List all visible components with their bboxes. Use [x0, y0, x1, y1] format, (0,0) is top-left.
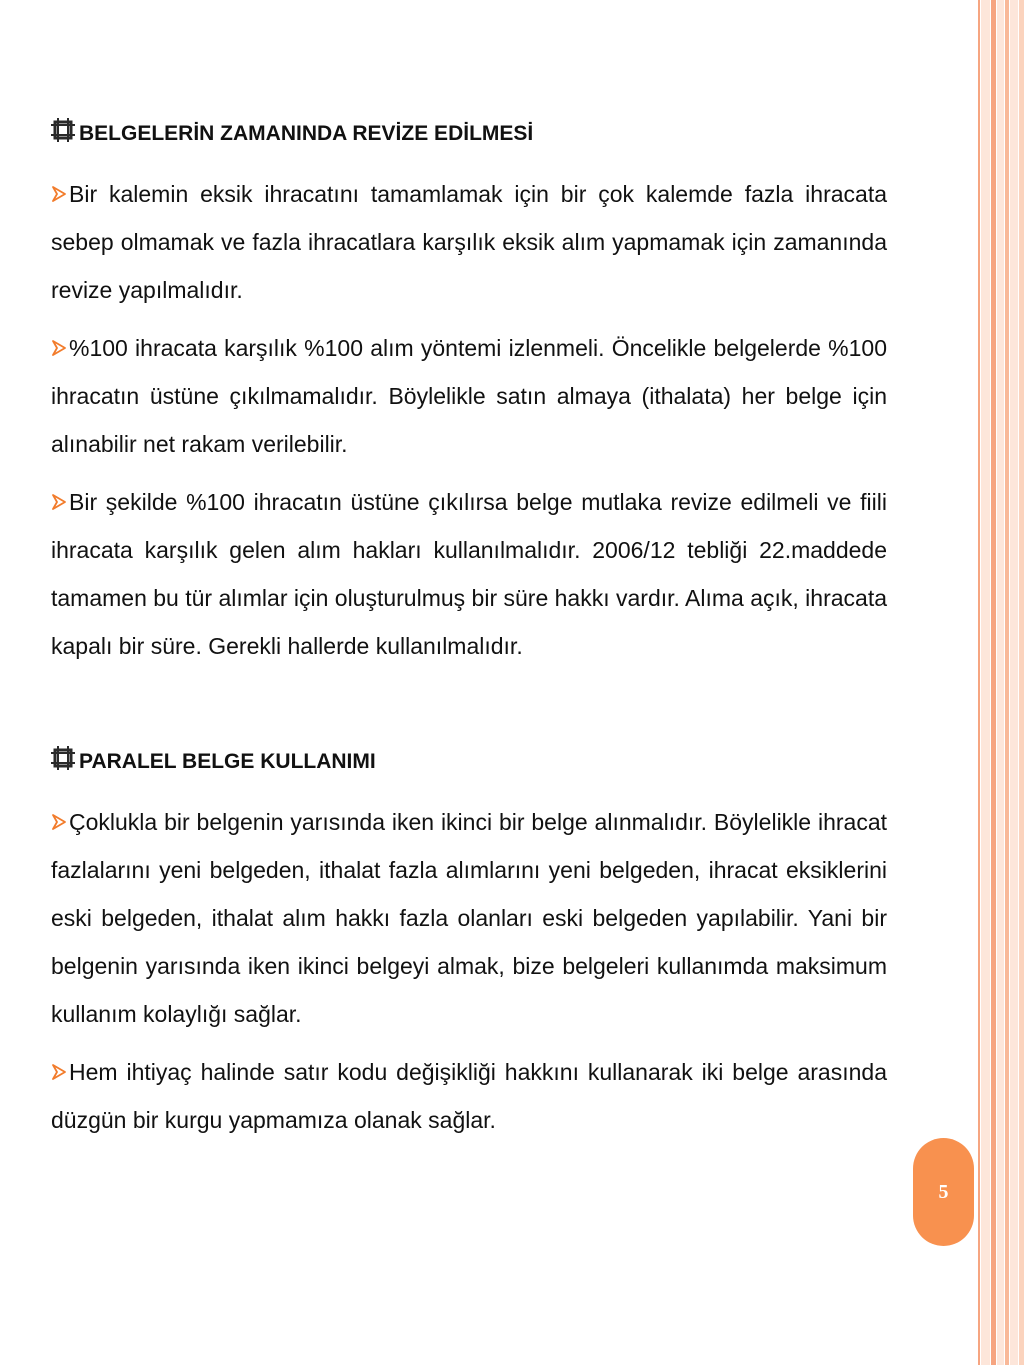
bullet-text: %100 ihracata karşılık %100 alım yöntemi izlenmeli. Öncelikle belgelerde %100 ihracatın üstüne çıkılmamalıdır. Böylelikle satın almaya (ithalata) her belge için alınabilir net rakam verilebilir.: [51, 335, 887, 457]
arrow-bullet-icon: [51, 186, 67, 202]
arrow-bullet-icon: [51, 1064, 67, 1080]
arrow-bullet-icon: [51, 340, 67, 356]
bullet-paragraph: [51, 1048, 887, 1144]
bullet-paragraph: [51, 798, 887, 1038]
right-border-decoration: [976, 0, 1024, 1365]
bullet-text: Hem ihtiyaç halinde satır kodu değişikliği hakkını kullanarak iki belge arasında düzgün bir kurgu yapmamıza olanak sağlar.: [51, 1059, 887, 1133]
section-spacer: [51, 674, 887, 736]
bullet-text: Bir kalemin eksik ihracatını tamamlamak için bir çok kalemde fazla ihracata sebep olmamak ve fazla ihracatlara karşılık eksik alım yapmamak için zamanında revize yapılmalıdır.: [51, 181, 887, 303]
arrow-bullet-icon: [51, 814, 67, 830]
bullet-text: Bir şekilde %100 ihracatın üstüne çıkılırsa belge mutlaka revize edilmeli ve fiili ihracata karşılık gelen alım hakları kullanılmalıdır. 2006/12 tebliği 22.maddede tamamen bu tür alımlar için oluşturulmuş bir süre hakkı vardır. Alıma açık, ihracata kapalı bir süre. Gerekli hallerde kullanılmalıdır.: [51, 489, 887, 659]
bullet-paragraph: [51, 478, 887, 670]
slide-content: [51, 108, 887, 1148]
page-number: 5: [938, 1180, 949, 1203]
bullet-paragraph: [51, 324, 887, 468]
page-number-badge: [913, 1138, 974, 1246]
section-heading: [51, 736, 887, 788]
section-heading-text: BELGELERİN ZAMANINDA REVİZE EDİLMESİ: [79, 122, 534, 145]
section-heading: [51, 108, 887, 160]
square-bullet-icon: [49, 744, 77, 772]
square-bullet-icon: [49, 116, 77, 144]
arrow-bullet-icon: [51, 494, 67, 510]
bullet-text: Çoklukla bir belgenin yarısında iken ikinci bir belge alınmalıdır. Böylelikle ihracat fazlalarını yeni belgeden, ithalat fazla alımlarını yeni belgeden, ihracat eksiklerini eski belgeden, ithalat alım hakkı fazla olanları eski belgeden yapılabilir. Yani bir belgenin yarısında iken ikinci belgeyi almak, bize belgeleri kullanımda maksimum kullanım kolaylığı sağlar.: [51, 809, 887, 1027]
bullet-paragraph: [51, 170, 887, 314]
section-heading-text: PARALEL BELGE KULLANIMI: [79, 750, 376, 773]
